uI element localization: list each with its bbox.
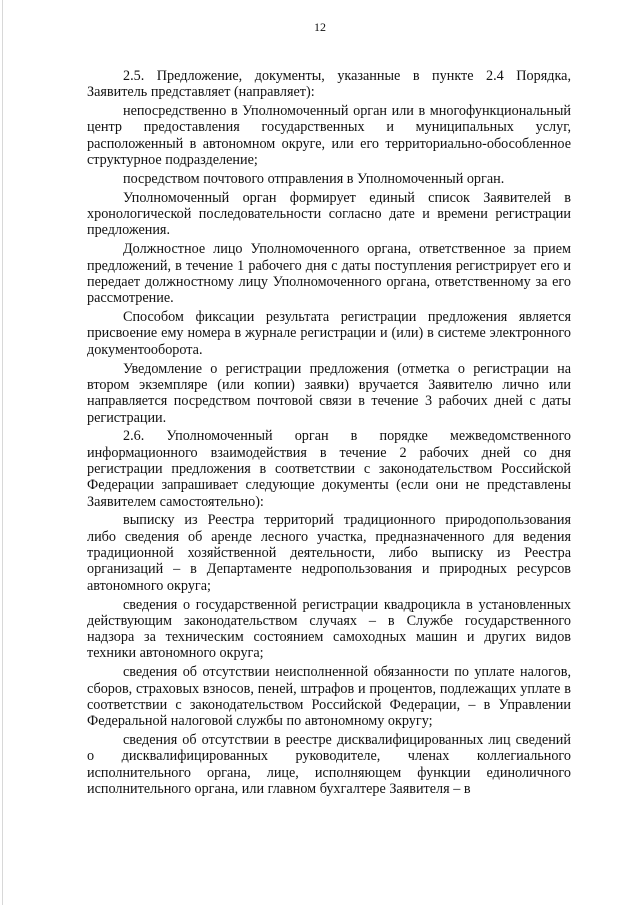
- paragraph-2-6: 2.6. Уполномоченный орган в порядке межведомственного информационного взаимодействия в течение 2 рабочих дней со дня регистрации предложения в соответствии с законодательством Российской Федерации запрашивает следующие документы (если они не представлены Заявителем самостоятельно):: [87, 428, 571, 510]
- document-body: [87, 68, 571, 800]
- paragraph-disqualified-persons: сведения об отсутствии в реестре дисквалифицированных лиц сведений о дисквалифицированных руководителе, членах коллегиального исполнительного органа, лице, исполняющем функции единоличного исполнительного органа, или главном бухгалтере Заявителя – в: [87, 732, 571, 797]
- page-edge: [2, 0, 3, 905]
- paragraph-2-5: 2.5. Предложение, документы, указанные в пункте 2.4 Порядка, Заявитель представляет (направляет):: [87, 68, 571, 101]
- paragraph-direct-submission: непосредственно в Уполномоченный орган или в многофункциональный центр предоставления государственных и муниципальных услуг, расположенный в автономном округе, или его территориально-обособленное структурное подразделение;: [87, 103, 571, 169]
- paragraph-tax-info: сведения об отсутствии неисполненной обязанности по уплате налогов, сборов, страховых взносов, пеней, штрафов и процентов, подлежащих уплате в соответствии с законодательством Российской Федерации, – в Управлении Федеральной налоговой службы по автономному округу;: [87, 664, 571, 730]
- paragraph-registry-extract: выписку из Реестра территорий традиционного природопользования либо сведения об аренде лесного участка, предназначенного для ведения традиционной хозяйственной деятельности, либо выписку из Реестра организаций – в Департаменте недропользования и природных ресурсов автономного округа;: [87, 512, 571, 594]
- paragraph-applicant-list: Уполномоченный орган формирует единый список Заявителей в хронологической последовательности согласно дате и времени регистрации предложения.: [87, 189, 571, 239]
- paragraph-postal-submission: посредством почтового отправления в Уполномоченный орган.: [123, 170, 505, 187]
- paragraph-registration-notice: Уведомление о регистрации предложения (отметка о регистрации на втором экземпляре (или копии) заявки) вручается Заявителю лично или направляется посредством почтовой связи в течение 3 рабочих дней с даты регистрации.: [87, 360, 571, 426]
- paragraph-registration-method: Способом фиксации результата регистрации предложения является присвоение ему номера в журнале регистрации и (или) в системе электронного документооборота.: [87, 309, 571, 358]
- page-number: 12: [314, 20, 326, 34]
- paragraph-atv-registration: сведения о государственной регистрации квадроцикла в установленных действующим законодательством случаях – в Службе государственного надзора за техническим состоянием самоходных машин и других видов техники автономного округа;: [87, 596, 571, 662]
- paragraph-official-registration: Должностное лицо Уполномоченного органа, ответственное за прием предложений, в течение 1 рабочего дня с даты поступления регистрирует его и передает должностному лицу Уполномоченного органа, ответственному за его рассмотрение.: [87, 241, 571, 307]
